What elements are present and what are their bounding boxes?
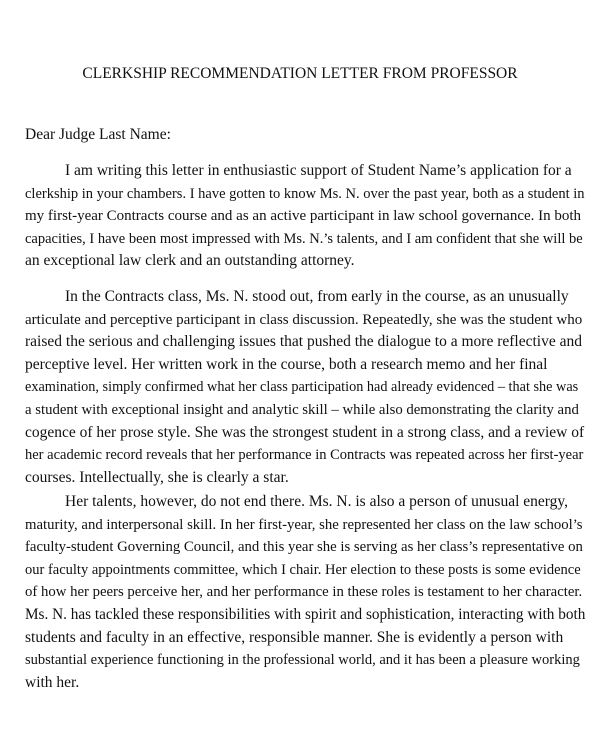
paragraph-line: clerkship in your chambers. I have gotten to know Ms. N. over the past year, both as a student in bbox=[25, 185, 585, 202]
paragraph-line: substantial experience functioning in the professional world, and it has been a pleasure working bbox=[25, 652, 580, 669]
paragraph-line: capacities, I have been most impressed with Ms. N.’s talents, and I am confident that she will be bbox=[25, 230, 583, 247]
paragraph-2 bbox=[25, 286, 585, 489]
paragraph-line: cogence of her prose style. She was the strongest student in a strong class, and a review of bbox=[25, 423, 585, 441]
paragraph-line: articulate and perceptive participant in class discussion. Repeatedly, she was the student who bbox=[25, 311, 583, 328]
salutation: Dear Judge Last Name: bbox=[25, 126, 171, 143]
paragraph-line: our faculty appointments committee, which I chair. Her election to these posts is some evidence bbox=[25, 561, 581, 578]
paragraph-line: Ms. N. has tackled these responsibilities with spirit and sophistication, interacting with both bbox=[25, 605, 586, 623]
paragraph-line: Her talents, however, do not end there. Ms. N. is also a person of unusual energy, bbox=[65, 493, 569, 510]
document-title: CLERKSHIP RECOMMENDATION LETTER FROM PROFESSOR bbox=[82, 65, 518, 82]
paragraph-line: with her. bbox=[25, 673, 80, 691]
paragraph-1 bbox=[25, 160, 585, 273]
paragraph-line: an exceptional law clerk and an outstanding attorney. bbox=[25, 252, 355, 270]
paragraph-line: a student with exceptional insight and analytic skill – while also demonstrating the clarity and bbox=[25, 401, 579, 418]
paragraph-line: In the Contracts class, Ms. N. stood out, from early in the course, as an unusually bbox=[65, 288, 569, 305]
paragraph-line: examination, simply confirmed what her class participation had already evidenced – that she was bbox=[25, 379, 579, 396]
paragraph-line: of how her peers perceive her, and her performance in these roles is testament to her character. bbox=[25, 584, 583, 601]
paragraph-line: my first-year Contracts course and as an active participant in law school governance. In both bbox=[25, 208, 582, 225]
paragraph-line: courses. Intellectually, she is clearly a star. bbox=[25, 468, 289, 486]
paragraph-line: maturity, and interpersonal skill. In her first-year, she represented her class on the law school’s bbox=[25, 516, 583, 533]
paragraph-3 bbox=[25, 491, 585, 694]
paragraph-line: raised the serious and challenging issues that pushed the dialogue to a more reflective and bbox=[25, 333, 582, 351]
paragraph-line: I am writing this letter in enthusiastic support of Student Name’s application for a bbox=[65, 162, 572, 179]
paragraph-line: students and faculty in an effective, responsible manner. She is evidently a person with bbox=[25, 628, 564, 646]
paragraph-line: faculty-student Governing Council, and this year she is serving as her class’s representative on bbox=[25, 539, 583, 556]
paragraph-line: perceptive level. Her written work in the course, both a research memo and her final bbox=[25, 355, 548, 373]
paragraph-line: her academic record reveals that her performance in Contracts was repeated across her first-year bbox=[25, 447, 584, 464]
